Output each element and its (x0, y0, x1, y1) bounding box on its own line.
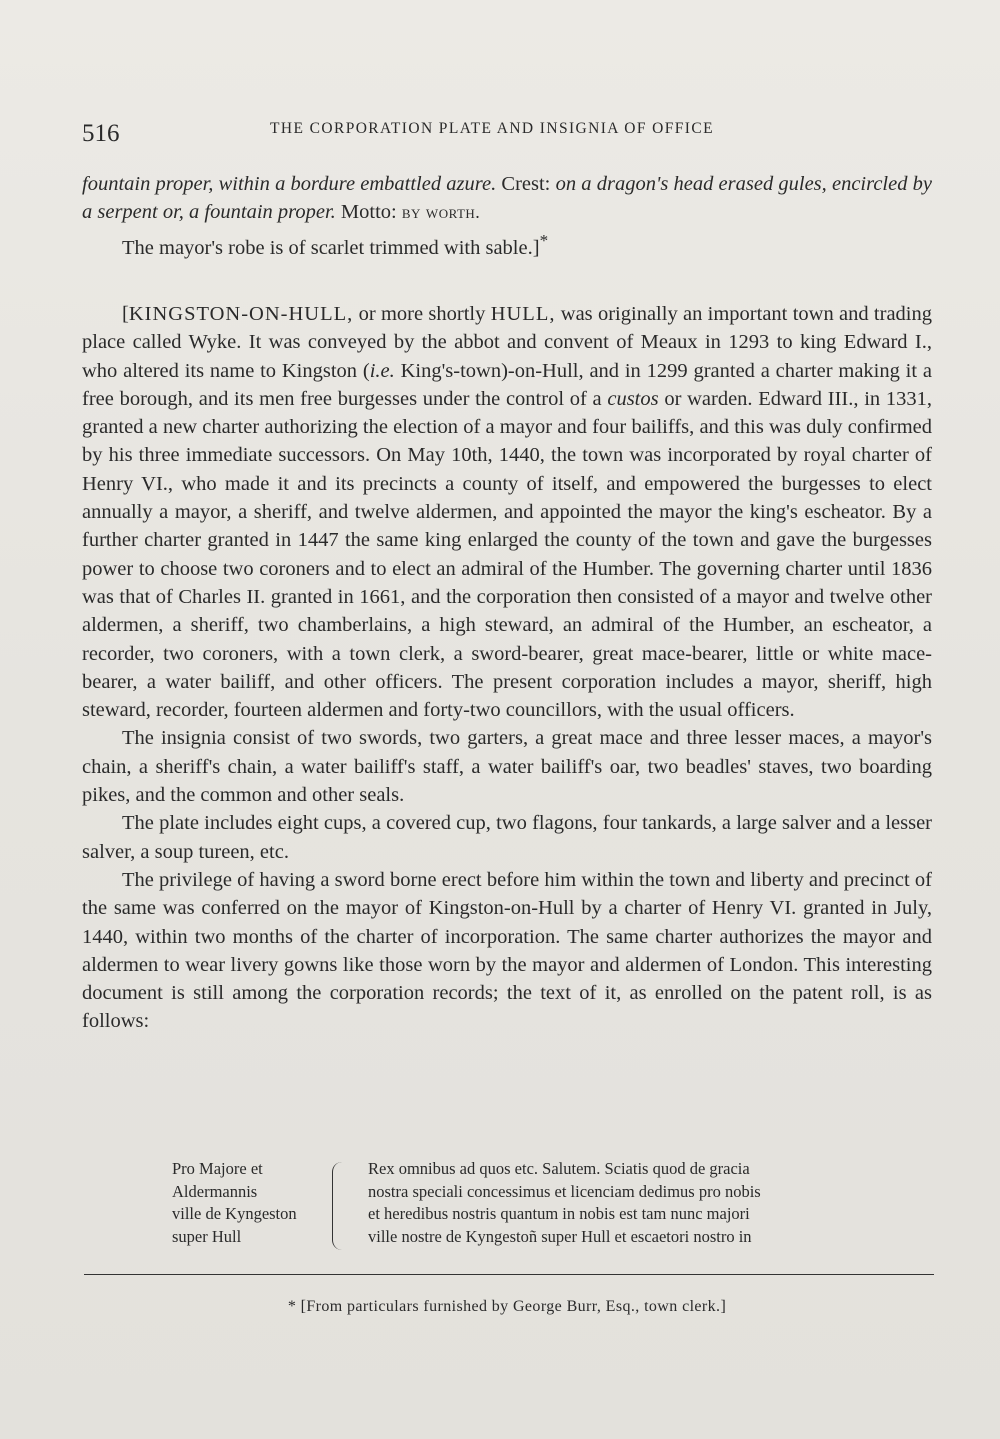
quote-left-line: ville de Kyngeston (172, 1204, 297, 1223)
motto-label: Motto: (340, 201, 397, 224)
blazon-italic: fountain proper, within a bordure embattled azure. (82, 173, 497, 195)
quote-latin-text (368, 1158, 868, 1248)
continuation-block (82, 170, 932, 262)
quote-right-line: Rex omnibus ad quos etc. Salutem. Sciatis quod de gracia (368, 1159, 750, 1178)
paragraph-plate: The plate includes eight cups, a covered cup, two flagons, four tankards, a large salver and a lesser salver, a soup tureen, etc. (82, 812, 932, 863)
footnote-rule (84, 1274, 934, 1275)
main-text (82, 300, 932, 1036)
footnote-marker: * (539, 230, 549, 250)
p1-text-b: King's-town)-on-Hull, and in 1299 granted a charter making it a free borough, and its men free burgesses under the control of a (82, 359, 932, 410)
quote-left-line: Pro Majore et (172, 1159, 263, 1178)
paragraph-history (82, 300, 932, 724)
quote-left-line: super Hull (172, 1226, 242, 1246)
brace-glyph (332, 1162, 347, 1250)
charter-quote (172, 1158, 872, 1258)
custos-italic: custos (607, 387, 659, 410)
paragraph-insignia: The insignia consist of two swords, two garters, a great mace and three lesser maces, a mayor's chain, a sheriff's chain, a water bailiff's staff, a water bailiff's oar, two beadles' staves, two boarding pikes, and the common and other seals. (82, 727, 932, 807)
running-head: THE CORPORATION PLATE AND INSIGNIA OF OFFICE (270, 120, 714, 137)
paragraph-privilege: The privilege of having a sword borne erect before him within the town and liberty and precinct of the same was conferred on the mayor of Kingston-on-Hull by a charter of Henry VI. granted in July, 1440, within two months of the charter of incorporation. The same charter authorizes the mayor and aldermen to wear livery gowns like those worn by the mayor and aldermen of London. This interesting document is still among the corporation records; the text of it, as enrolled on the patent roll, is as follows: (82, 868, 932, 1033)
page-header (82, 116, 942, 146)
p1-mid: or more shortly (353, 303, 491, 325)
crest-label: Crest: (501, 173, 551, 195)
robe-text: The mayor's robe is of scarlet trimmed with sable.] (122, 236, 540, 259)
quote-right-line: nostra speciali concessimus et licenciam dedimus pro nobis (368, 1181, 761, 1201)
page-number: 516 (82, 120, 120, 147)
quote-right-line: et heredibus nostris quantum in nobis est tam nunc majori (368, 1204, 750, 1223)
motto-text: by worth. (401, 202, 481, 223)
kingston-name: KINGSTON-ON-HULL, (128, 303, 354, 325)
p1-text-a: was originally an important town and trading place called Wyke. It was conveyed by the abbot and convent of Meaux in 1293 to king Edward I., who altered its name to Kingston ( (82, 303, 932, 382)
p1-text-c: or warden. Edward III., in 1331, granted a new charter authorizing the election of a mayor and four bailiffs, and this was duly confirmed by his three immediate successors. On May 10th, 1440, the town was incorporated by royal charter of Henry VI., who made it and its precincts a county of itself, and empowered the burgesses to elect annually a mayor, a sheriff, and twelve aldermen, and appointed the mayor the king's escheator. By a further charter granted in 1447 the same king enlarged the county of the town and gave the burgesses power to choose two coroners and to elect an admiral of the Humber. The governing charter until 1836 was that of Charles II. granted in 1661, and the corporation then consisted of a mayor and twelve other aldermen, a sheriff, two chamberlains, a high steward, an admiral of the Humber, an escheator, a recorder, two coroners, with a town clerk, a sword-bearer, great mace-bearer, little or white mace-bearer, a water bailiff, and other officers. The present corporation includes a mayor, sheriff, high steward, recorder, fourteen aldermen and forty-two councillors, with the usual officers. (82, 387, 932, 722)
quote-left-line: Aldermannis (172, 1181, 258, 1201)
footnote: * [From particulars furnished by George Burr, Esq., town clerk.] (287, 1298, 727, 1315)
hull-name: HULL, (490, 303, 556, 325)
quote-margin-title (172, 1158, 322, 1248)
robe-paragraph (82, 227, 932, 262)
open-bracket: [ (122, 303, 129, 325)
crest-italic: on a dragon's head erased gules, encircled by a serpent or, a fountain proper. (82, 173, 933, 224)
ie-italic: i.e. (369, 359, 395, 382)
blazon-paragraph (82, 170, 932, 227)
quote-right-line: ville nostre de Kyngestoñ super Hull et escaetori nostro in (368, 1226, 752, 1246)
